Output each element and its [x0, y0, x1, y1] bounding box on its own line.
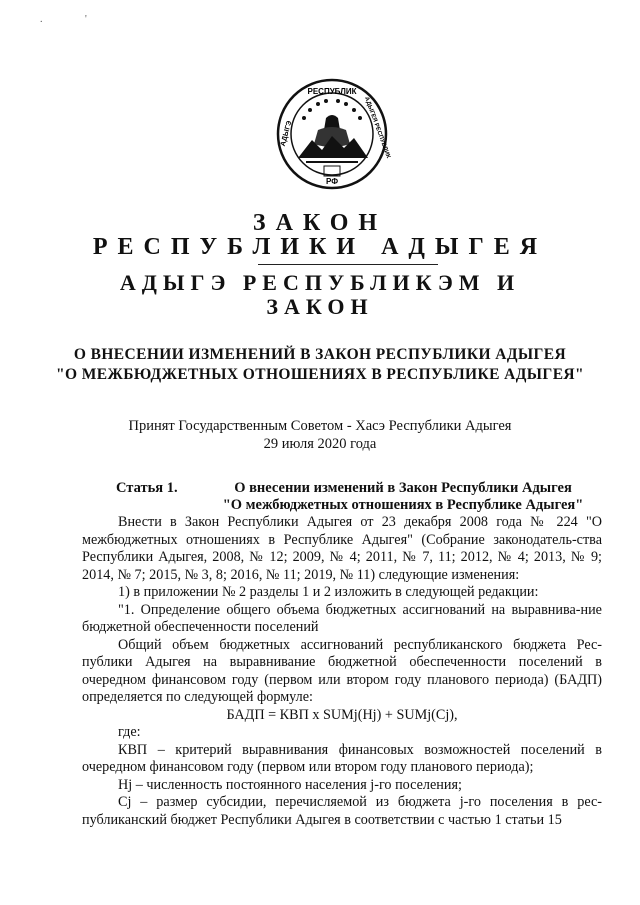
header-divider: [258, 264, 438, 265]
article-body: [82, 514, 602, 829]
paragraph-total-volume: Общий объем бюджетных ассигнований республиканского бюджета Рес-публики Адыгея на выравнивание бюджетной обеспеченности поселений в очередном финансовом году (первом или втором году планового периода) (БАДП) определяется по следующей формуле:: [82, 636, 602, 705]
header-zakon: ЗАКОН: [252, 210, 388, 236]
definition-kvp: КВП – критерий выравнивания финансовых возможностей поселений в очередном финансовом году (первом или втором году планового периода);: [82, 741, 602, 775]
seal-top-text: РЕСПУБЛИК: [307, 87, 357, 96]
article-title-line2: "О межбюджетных отношениях в Республике Адыгея": [222, 497, 584, 513]
seal-bottom-text: РФ: [325, 177, 339, 186]
adopted-by: Принят Государственным Советом - Хасэ Республики Адыгея: [128, 418, 512, 434]
definition-hj: Hj – численность постоянного населения j-го поселения;: [118, 776, 462, 793]
paragraph-item-1: 1) в приложении № 2 разделы 1 и 2 изложить в следующей редакции:: [118, 584, 539, 600]
paragraph-section-1: "1. Определение общего объема бюджетных ассигнований на выравнива-ние бюджетной обеспеченности поселений: [82, 601, 602, 635]
seal-right-text: АДЫГЕЯ РЕСПУБЛИК: [363, 96, 391, 160]
law-title-line1: О ВНЕСЕНИИ ИЗМЕНЕНИЙ В ЗАКОН РЕСПУБЛИКИ АДЫГЕЯ: [73, 346, 567, 363]
scan-mark: . ': [40, 14, 87, 25]
seal-left-text: АДЫГЭ: [279, 120, 294, 148]
article-title: [204, 480, 602, 514]
definition-cj: Cj – размер субсидии, перечисляемой из бюджета j-го поселения в рес-публиканский бюджет Республики Адыгея в соответствии с частью 1 статьи 15: [82, 794, 602, 828]
adopted-date: 29 июля 2020 года: [263, 436, 377, 452]
state-seal: [276, 78, 391, 190]
formula: БАДП = КВП х SUMj(Hj) + SUMj(Cj),: [226, 706, 458, 723]
header-zakon-adyghe: ЗАКОН: [266, 294, 374, 319]
paragraph-amendment: Внести в Закон Республики Адыгея от 23 декабря 2008 года № 224 "О межбюджетных отношениях в Республике Адыгея" (Собрание законодатель-ства Республики Адыгея, 2008, № 12; 2009, № 4; 2011, № 7, 11; 2012, № 4; 2013, № 9; 2014, № 7; 2015, № 3, 8; 2016, № 11; 2019, № 11) следующие изменения:: [82, 514, 602, 583]
header-republic: РЕСПУБЛИКИ АДЫГЕЯ: [92, 234, 548, 260]
article-title-line1: О внесении изменений в Закон Республики Адыгея: [234, 480, 572, 496]
article-label: Статья 1.: [116, 480, 178, 496]
where-label: где:: [118, 724, 141, 740]
header-adyghe: АДЫГЭ РЕСПУБЛИКЭМ И: [119, 270, 521, 295]
law-title-line2: "О МЕЖБЮДЖЕТНЫХ ОТНОШЕНИЯХ В РЕСПУБЛИКЕ АДЫГЕЯ": [55, 366, 585, 383]
